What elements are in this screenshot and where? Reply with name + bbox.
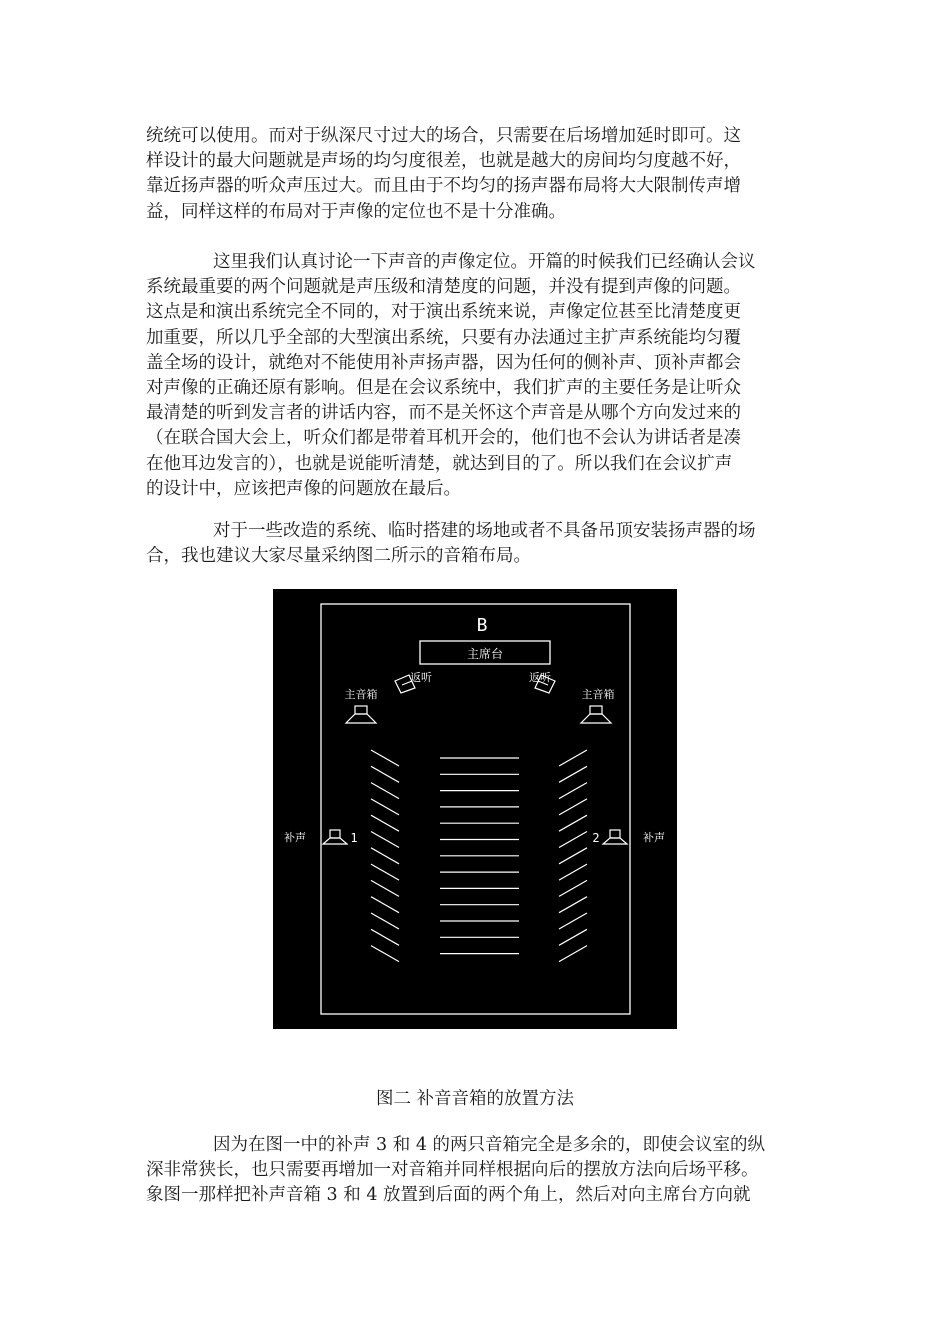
- paragraph-line: （在联合国大会上，听众们都是带着耳机开会的，他们也不会认为讲话者是凑: [146, 428, 741, 449]
- seat-row: [371, 766, 399, 782]
- seat-row: [371, 913, 399, 929]
- fill-speaker-left-label: 补声: [284, 831, 306, 844]
- seat-row: [559, 783, 587, 799]
- main-speaker-right-icon: [581, 706, 611, 723]
- paragraph-line: 统统可以使用。而对于纵深尺寸过大的场合，只需要在后场增加延时即可。这: [146, 126, 741, 146]
- monitor-right-label: 返听: [529, 671, 551, 684]
- paragraph-1: [146, 124, 806, 225]
- room-outline: [321, 604, 630, 1014]
- paragraph-line: 在他耳边发言的），也就是说能听清楚，就达到目的了。所以我们在会议扩声: [146, 453, 733, 474]
- seat-row: [371, 880, 399, 896]
- main-speaker-right-label: 主音箱: [581, 688, 615, 701]
- seat-row: [559, 750, 587, 766]
- fill-speaker-right-number: 2: [592, 831, 600, 845]
- seat-row: [559, 766, 587, 782]
- seat-row: [559, 929, 587, 945]
- paragraph-line: 盖全场的设计，就绝对不能使用补声扬声器，因为任何的侧补声、顶补声都会: [146, 352, 741, 373]
- seat-row: [371, 750, 399, 766]
- paragraph-line: 这里我们认真讨论一下声音的声像定位。开篇的时候我们已经确认会议: [213, 252, 756, 272]
- seat-row: [371, 815, 399, 831]
- seat-row: [371, 799, 399, 815]
- main-speaker-left-label: 主音箱: [344, 688, 378, 701]
- paragraph-line: 对于一些改造的系统、临时搭建的场地或者不具备吊顶安装扬声器的场: [213, 521, 756, 541]
- seating-center-block: [440, 758, 519, 954]
- monitor-left-label: 返听: [410, 671, 432, 684]
- paragraph-line: 因为在图一中的补声 3 和 4 的两只音箱完全是多余的，即使会议室的纵: [213, 1135, 766, 1155]
- seat-row: [559, 913, 587, 929]
- paragraph-2: [146, 250, 806, 502]
- paragraph-line: 靠近扬声器的听众声压过大。而且由于不均匀的扬声器布局将大大限制传声增: [146, 176, 741, 197]
- figure-caption: 图二 补音音箱的放置方法: [375, 1089, 575, 1109]
- seating-left-block: [371, 750, 399, 962]
- speaker-layout-figure: [273, 589, 677, 1029]
- paragraph-line: 加重要，所以几乎全部的大型演出系统，只要有办法通过主扩声系统能均匀覆: [146, 327, 741, 348]
- paragraph-line: 的设计中，应该把声像的问题放在最后。: [146, 478, 461, 499]
- paragraph-line: 益，同样这样的布局对于声像的定位也不是十分准确。: [146, 201, 566, 222]
- seat-row: [371, 946, 399, 962]
- stage-letter: B: [476, 615, 488, 636]
- seat-row: [559, 897, 587, 913]
- seat-row: [371, 897, 399, 913]
- seat-row: [371, 864, 399, 880]
- paragraph-4: [146, 1133, 806, 1209]
- paragraph-3: [146, 519, 806, 569]
- fill-speaker-right-icon: [603, 830, 627, 844]
- paragraph-line: 最清楚的听到发言者的讲话内容，而不是关怀这个声音是从哪个方向发过来的: [146, 403, 741, 424]
- rostrum-label: 主席台: [466, 647, 504, 661]
- paragraph-line: 对声像的正确还原有影响。但是在会议系统中，我们扩声的主要任务是让听众: [146, 378, 741, 399]
- fill-speaker-left-icon: [323, 830, 347, 844]
- fill-speaker-right-label: 补声: [643, 831, 665, 844]
- paragraph-line: 深非常狭长，也只需要再增加一对音箱并同样根据向后的摆放方法向后场平移。: [146, 1160, 759, 1181]
- speaker-layout-diagram: [273, 589, 677, 1029]
- fill-speaker-left-number: 1: [350, 831, 358, 845]
- seat-row: [559, 799, 587, 815]
- seat-row: [371, 848, 399, 864]
- seat-row: [559, 946, 587, 962]
- seat-row: [559, 832, 587, 848]
- paragraph-line: 象图一那样把补声音箱 3 和 4 放置到后面的两个角上，然后对向主席台方向就: [146, 1185, 751, 1206]
- seat-row: [559, 880, 587, 896]
- seat-row: [371, 832, 399, 848]
- seat-row: [559, 848, 587, 864]
- seat-row: [559, 815, 587, 831]
- main-speaker-left-icon: [346, 706, 376, 723]
- seat-row: [559, 864, 587, 880]
- seat-row: [371, 929, 399, 945]
- paragraph-line: 合，我也建议大家尽量采纳图二所示的音箱布局。: [146, 546, 531, 567]
- seating-right-block: [559, 750, 587, 962]
- seat-row: [371, 783, 399, 799]
- paragraph-line: 系统最重要的两个问题就是声压级和清楚度的问题，并没有提到声像的问题。: [146, 277, 741, 298]
- paragraph-line: 这点是和演出系统完全不同的，对于演出系统来说，声像定位甚至比清楚度更: [146, 302, 741, 323]
- paragraph-line: 样设计的最大问题就是声场的均匀度很差，也就是越大的房间均匀度越不好，: [146, 151, 741, 172]
